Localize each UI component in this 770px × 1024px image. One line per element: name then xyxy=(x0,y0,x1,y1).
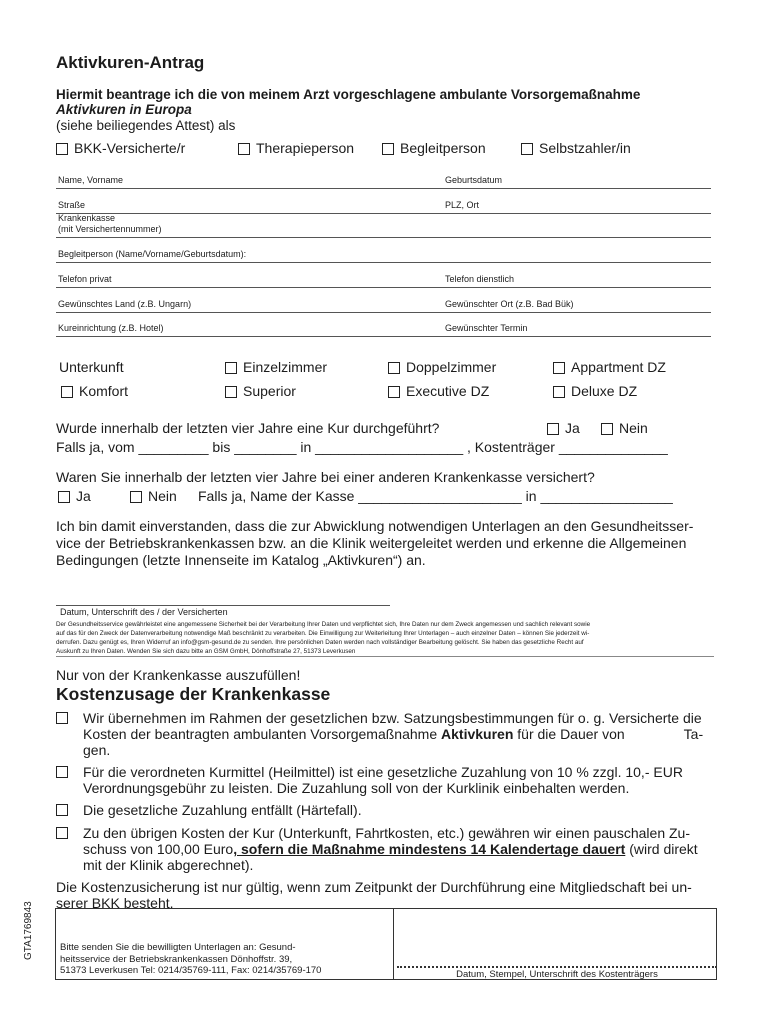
q2-no-label: Nein xyxy=(148,488,177,504)
privacy-notice xyxy=(56,620,716,656)
stamp-line[interactable] xyxy=(397,966,717,968)
field-label: (mit Versichertennummer) xyxy=(58,224,162,234)
q2-no[interactable] xyxy=(130,488,177,504)
lodging-option[interactable] xyxy=(225,359,327,375)
lodging-option[interactable] xyxy=(61,383,128,399)
applicant-type-label: Selbstzahler/in xyxy=(539,140,631,156)
lodging-option[interactable] xyxy=(553,359,666,375)
consent-text xyxy=(56,518,693,569)
checkbox[interactable] xyxy=(56,712,68,724)
field-label: PLZ, Ort xyxy=(445,200,480,210)
stamp-label: Datum, Stempel, Unterschrift des Kostenträgers xyxy=(456,969,658,980)
approval-box xyxy=(55,908,717,980)
send-to-line: heitsservice der Betriebskrankenkassen Dönhoffstr. 39, xyxy=(60,953,293,965)
lodging-option-label: Executive DZ xyxy=(406,383,490,399)
field-label: Gewünschtes Land (z.B. Ungarn) xyxy=(58,299,192,309)
lodging-option-label: Appartment DZ xyxy=(571,359,666,375)
insurer-only-note: Nur von der Krankenkasse auszufüllen! xyxy=(56,667,301,683)
privacy-line: auf das für den Zweck der Datenverarbeitung notwendige Maß beschränkt zu verarbeiten. Die Einwilligung zur Weiterleitung Ihrer Unterlagen – auch einzelner Daten – können Sie jederzeit wi- xyxy=(56,630,590,637)
applicant-type-therapie[interactable] xyxy=(238,140,354,156)
lodging-option-label: Doppelzimmer xyxy=(406,359,497,375)
cost-item-line: Für die verordneten Kurmittel (Heilmittel) ist eine gesetzliche Zuzahlung von 10 % zzgl. 10,- EUR xyxy=(83,764,683,780)
consent-line: Bedingungen (letzte Innenseite im Katalog „Aktivkuren“) an. xyxy=(56,552,426,568)
send-to-address xyxy=(60,942,321,977)
privacy-line: Auskunft zu Ihren Daten. Wenden Sie sich dazu bitte an GSM GmbH, Dönhoffstraße 27, 51373 Leverkusen xyxy=(56,648,356,655)
question-previous-cure: Wurde innerhalb der letzten vier Jahre eine Kur durchgeführt? xyxy=(56,420,440,436)
checkbox[interactable] xyxy=(388,362,400,374)
field-label: Name, Vorname xyxy=(58,175,124,185)
intro-line-3: (siehe beiliegendes Attest) als xyxy=(56,118,236,133)
q1-yes[interactable] xyxy=(547,420,580,436)
q1-yes-label: Ja xyxy=(565,420,580,436)
q1-no-label: Nein xyxy=(619,420,648,436)
q2-yes-label: Ja xyxy=(76,488,91,504)
applicant-type-begleit[interactable] xyxy=(382,140,486,156)
checkbox[interactable] xyxy=(382,143,394,155)
page-title: Aktivkuren-Antrag xyxy=(56,53,205,72)
divider xyxy=(56,656,714,657)
cost-item-line: Kosten der beantragten ambulanten Vorsorgemaßnahme Aktivkuren für die Dauer von Ta- xyxy=(83,726,704,742)
intro-line-1: Hiermit beantrage ich die von meinem Arzt vorgeschlagene ambulante Vorsorgemaßnahme xyxy=(56,87,641,102)
q1-no[interactable] xyxy=(601,420,648,436)
validity-note xyxy=(56,879,692,911)
cost-item-3[interactable] xyxy=(56,802,362,818)
field-street[interactable] xyxy=(56,199,711,214)
checkbox[interactable] xyxy=(56,827,68,839)
cost-item-line: Wir übernehmen im Rahmen der gesetzlichen bzw. Satzungsbestimmungen für o. g. Versicherte die xyxy=(83,710,702,726)
checkbox[interactable] xyxy=(130,491,142,503)
applicant-type-label: Begleitperson xyxy=(400,140,486,156)
applicant-type-label: Therapieperson xyxy=(256,140,355,156)
checkbox[interactable] xyxy=(238,143,250,155)
field-label: Krankenkasse xyxy=(58,213,116,223)
lodging-option-label: Komfort xyxy=(79,383,129,399)
cost-item-line: schuss von 100,00 Euro, sofern die Maßnahme mindestens 14 Kalendertage dauert (wird direkt xyxy=(83,841,698,857)
checkbox[interactable] xyxy=(56,766,68,778)
cost-item-line: Zu den übrigen Kosten der Kur (Unterkunft, Fahrtkosten, etc.) gewähren wir einen pauschalen Zu- xyxy=(83,825,690,841)
field-label: Gewünschter Ort (z.B. Bad Bük) xyxy=(445,299,574,309)
q2-followup[interactable]: Falls ja, Name der Kasse _____________________ in _________________ xyxy=(198,488,673,504)
cost-item-line: gen. xyxy=(83,742,111,758)
signature-label: Datum, Unterschrift des / der Versicherten xyxy=(60,607,228,617)
question-other-insurer: Waren Sie innerhalb der letzten vier Jahre bei einer anderen Krankenkasse versichert? xyxy=(56,469,595,485)
send-to-line: Bitte senden Sie die bewilligten Unterlagen an: Gesund- xyxy=(60,942,296,953)
privacy-line: derrufen. Dazu genügt es, Ihren Widerruf an info@gsm-gesund.de zu senden. Ihre persönlichen Daten werden nach vollständiger Bearbeitung gelöscht. Sie haben das gesetzliche Recht auf xyxy=(56,639,584,646)
field-label: Straße xyxy=(58,200,86,210)
checkbox[interactable] xyxy=(56,804,68,816)
field-insurer[interactable] xyxy=(56,223,711,238)
checkbox[interactable] xyxy=(225,386,237,398)
field-label: Kureinrichtung (z.B. Hotel) xyxy=(58,323,164,333)
checkbox[interactable] xyxy=(553,386,565,398)
intro-line-2: Aktivkuren in Europa xyxy=(56,102,192,117)
lodging-option-label: Einzelzimmer xyxy=(243,359,328,375)
signature-line[interactable] xyxy=(56,605,390,606)
field-label: Gewünschter Termin xyxy=(445,323,528,333)
validity-line: Die Kostenzusicherung ist nur gültig, wenn zum Zeitpunkt der Durchführung eine Mitgliedschaft bei un- xyxy=(56,879,692,895)
cost-item-line: Verordnungsgebühr zu leisten. Die Zuzahlung soll von der Kurklinik einbehalten werden. xyxy=(83,780,630,796)
cost-item-2[interactable] xyxy=(56,764,683,796)
applicant-type-selbst[interactable] xyxy=(521,140,631,156)
checkbox[interactable] xyxy=(225,362,237,374)
consent-line: Ich bin damit einverstanden, dass die zur Abwicklung notwendigen Unterlagen an den Gesundheitsser- xyxy=(56,518,694,534)
send-to-line: 51373 Leverkusen Tel: 0214/35769-111, Fax: 0214/35769-170 xyxy=(60,965,322,976)
field-facility[interactable] xyxy=(56,322,711,337)
cost-item-line: mit der Klinik abgerechnet). xyxy=(83,857,254,873)
checkbox[interactable] xyxy=(56,143,68,155)
field-phone[interactable] xyxy=(56,273,711,288)
applicant-type-label: BKK-Versicherte/r xyxy=(74,140,186,156)
checkbox[interactable] xyxy=(547,423,559,435)
lodging-option[interactable] xyxy=(388,383,489,399)
cost-title: Kostenzusage der Krankenkasse xyxy=(56,684,331,704)
field-companion[interactable] xyxy=(56,248,711,263)
cost-item-4[interactable] xyxy=(56,825,698,873)
checkbox[interactable] xyxy=(61,386,73,398)
q1-followup[interactable]: Falls ja, vom _________ bis ________ in ___________________ , Kostenträger ______________ xyxy=(56,439,668,455)
field-country[interactable] xyxy=(56,298,711,313)
lodging-option[interactable] xyxy=(388,359,496,375)
field-label: Geburtsdatum xyxy=(445,175,503,185)
field-label: Telefon dienstlich xyxy=(445,274,515,284)
field-name[interactable] xyxy=(56,174,711,189)
lodging-option[interactable] xyxy=(225,383,296,399)
applicant-type-bkk[interactable] xyxy=(56,140,185,156)
checkbox[interactable] xyxy=(553,362,565,374)
checkbox[interactable] xyxy=(388,386,400,398)
field-label: Begleitperson (Name/Vorname/Geburtsdatum): xyxy=(58,249,247,259)
side-form-code: GTA1769843 xyxy=(23,901,34,960)
cost-item-1[interactable] xyxy=(56,710,703,758)
validity-line: serer BKK besteht. xyxy=(56,895,174,911)
checkbox[interactable] xyxy=(601,423,613,435)
checkbox[interactable] xyxy=(521,143,533,155)
lodging-option-label: Superior xyxy=(243,383,296,399)
lodging-option[interactable] xyxy=(553,383,637,399)
box-divider xyxy=(393,909,394,979)
lodging-label: Unterkunft xyxy=(59,359,124,375)
field-label: Telefon privat xyxy=(58,274,112,284)
checkbox[interactable] xyxy=(58,491,70,503)
consent-line: vice der Betriebskrankenkassen bzw. an die Klinik weitergeleitet werden und erkenne die Allgemeinen xyxy=(56,535,687,551)
privacy-line: Der Gesundheitsservice gewährleistet eine angemessene Sicherheit bei der Verarbeitung Ihrer Daten und verpflichtet sich, Ihre Daten nur dem Zweck angemessen und sachlich relevant sowie xyxy=(56,621,591,628)
cost-item-line: Die gesetzliche Zuzahlung entfällt (Härtefall). xyxy=(83,802,362,818)
q2-yes[interactable] xyxy=(58,488,91,504)
lodging-option-label: Deluxe DZ xyxy=(571,383,638,399)
